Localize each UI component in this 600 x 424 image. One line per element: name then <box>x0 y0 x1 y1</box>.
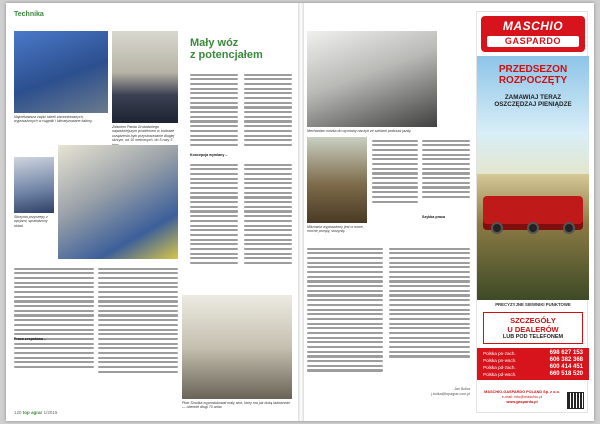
brand-logo: MASCHIO GASPARDO <box>481 16 585 52</box>
magazine-page <box>6 3 594 421</box>
phone-list <box>477 348 589 380</box>
subhead-szybka: Szybka praca <box>422 215 445 219</box>
body-column-6 <box>307 245 383 374</box>
body-column-4 <box>98 265 178 375</box>
photo-cart-side <box>307 137 367 223</box>
photo-workshop <box>14 31 108 113</box>
section-label: Technika <box>14 11 44 18</box>
page-fold <box>298 3 304 421</box>
page-footer: 120 top agrar 1/2015 <box>14 410 58 415</box>
body-column-1b <box>190 161 238 267</box>
caption-photo-f: Mechanizm wózka do wymiany naczyń ze szklarni podczas jazdy. <box>307 129 412 133</box>
photo-inventor-portrait <box>112 31 178 123</box>
article-signature: Jan Bolka j.bolka@topagrar.com.pl <box>431 387 470 396</box>
caption-photo-b: Zdaniem Pawła Grubalskiego najważniejszym problemem w budowie urządzenia było przystosowanie długiej skrzyni, od 10 metrowych, do 5 razy 3 <box>112 125 175 143</box>
article-title: Mały wóz z potencjałem <box>190 37 263 61</box>
photo-trailer-box <box>14 157 54 213</box>
ad-subheadline: ZAMAWIAJ TERAZ OSZCZĘDZAJ PIENIĄDZE <box>494 94 572 109</box>
machine-wheel <box>491 222 503 234</box>
subhead-praca: Praca zespołowa – <box>14 337 46 341</box>
caption-photo-c: Skrzynia przyczepy z opcjami, sprawdzony układ. <box>14 215 48 228</box>
body-column-8 <box>389 245 470 360</box>
body-column-7 <box>422 137 470 201</box>
body-column-5 <box>372 137 418 205</box>
subhead-koncepcja: Koncepcja wymiany – <box>190 153 228 157</box>
phone-row: Polska pd-wsch. 660 518 520 <box>483 371 583 377</box>
caption-photo-a: Najciekawsza część tabeli zamontowanych, wyposażonych w ciągniki i klimatyzowane kabiny. <box>14 115 93 124</box>
ad-headline: PRZEDSEZON ROZPOCZĘTY <box>498 64 568 86</box>
photo-man-with-cart <box>182 295 292 399</box>
qr-code <box>567 392 584 409</box>
maschio-advertisement <box>476 11 588 413</box>
machine-wheel <box>563 222 575 234</box>
photo-cart-mechanism <box>307 31 437 127</box>
body-column-2b <box>244 161 292 267</box>
body-column-2 <box>244 71 292 149</box>
phone-row: Polska pn-wsch. 606 382 368 <box>483 357 583 363</box>
phone-row: Polska pd-zach. 600 414 451 <box>483 364 583 370</box>
ad-contact: MASCHIO-GASPARDO POLAND Sp. z o.o. e-mail: info@maschio.pl www.gaspardo.pl <box>484 390 560 404</box>
machine-wheel <box>527 222 539 234</box>
body-column-1 <box>190 71 238 149</box>
caption-photo-e: Piotr Smolka wyprodukował mały wóz, który ma już dużą ładowność — obecnie długi 70 arów. <box>182 401 291 410</box>
photo-cart-in-greenhouse <box>58 145 178 259</box>
ad-tagline: PRECYZYJNE SIEWNIKI PUNKTOWE <box>495 302 571 307</box>
caption-photo-g: Mikrowóz wyposażony jest w nowe, mocne pompy, skrzynię. <box>307 225 364 234</box>
phone-row: Polska pn-zach. 698 627 153 <box>483 350 583 356</box>
dealer-box: SZCZEGÓŁY U DEALERÓW LUB POD TELEFONEM <box>483 312 583 344</box>
ad-field-photo <box>477 174 589 300</box>
body-column-3 <box>14 265 94 371</box>
